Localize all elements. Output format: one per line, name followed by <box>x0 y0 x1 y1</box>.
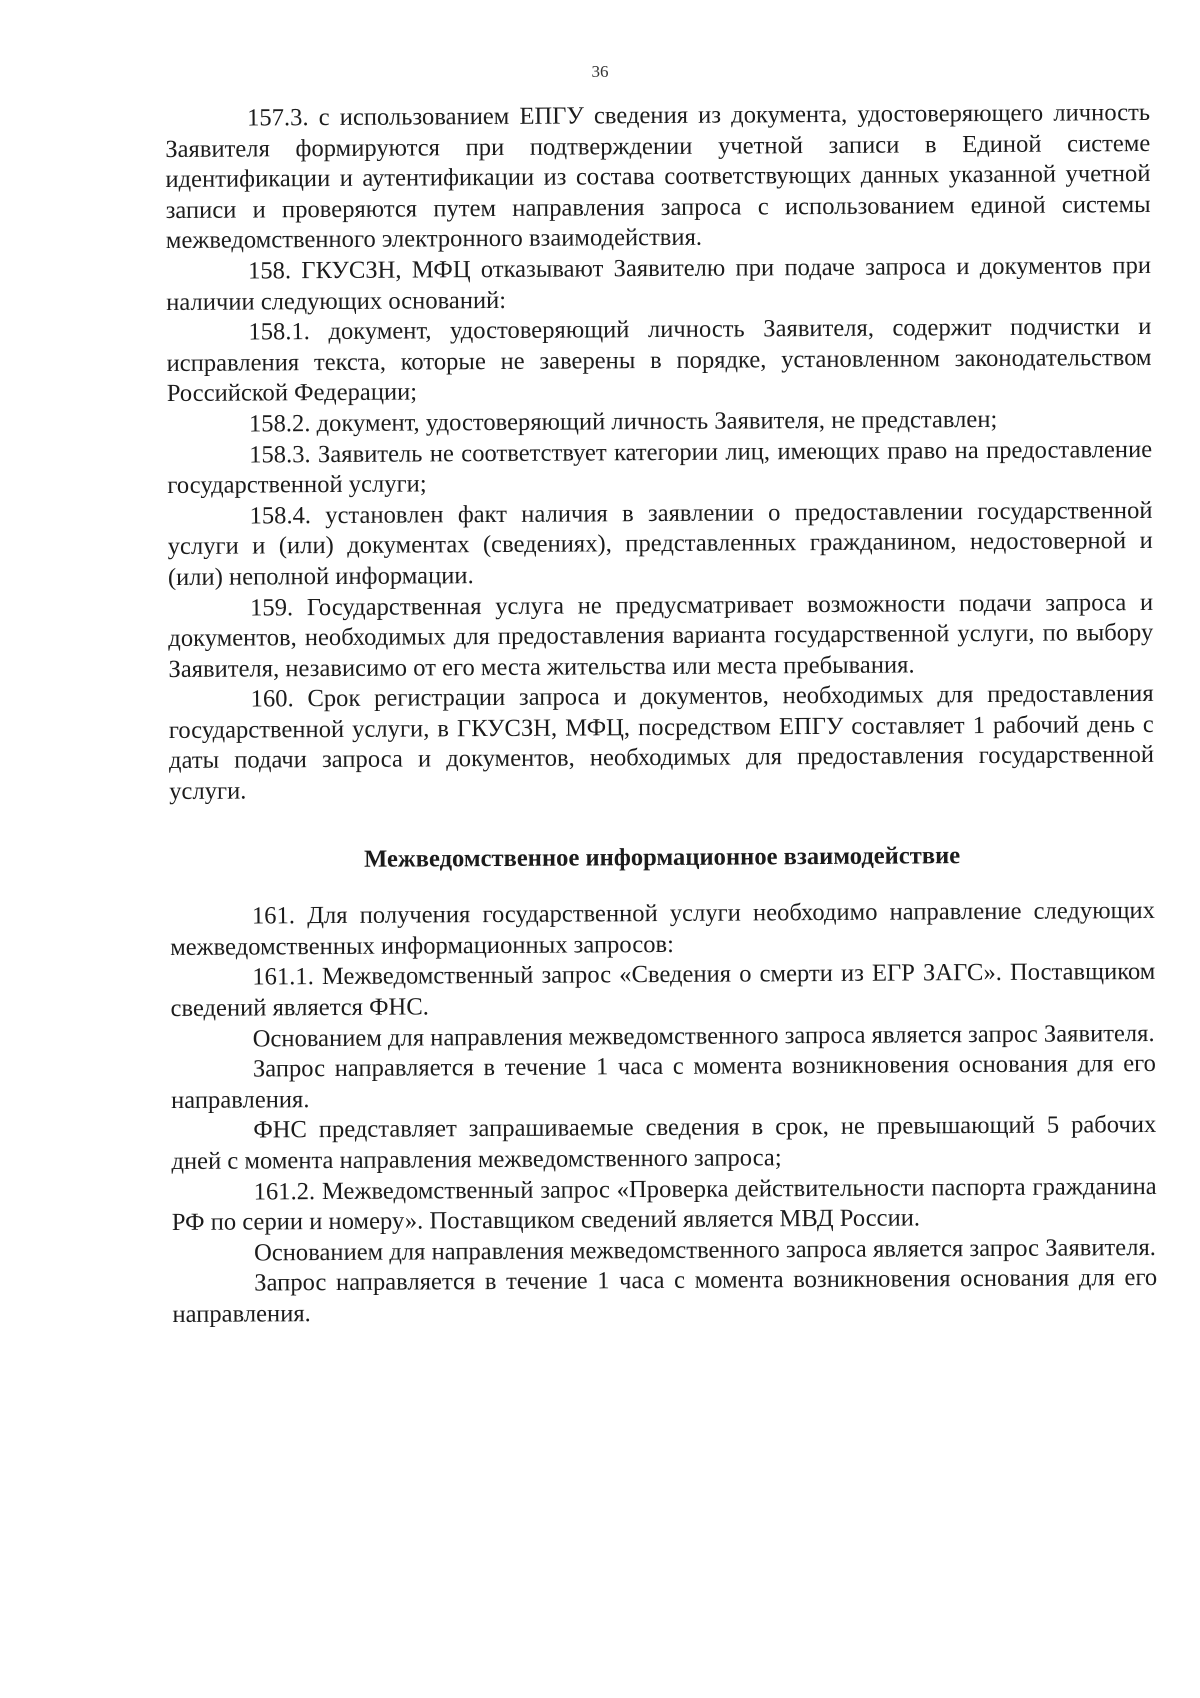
section-heading: Межведомственное информационное взаимодействие <box>363 841 961 873</box>
paragraph-159: 159. Государственная услуга не предусматривает возможности подачи запроса и документов, необходимых для предоставления варианта государственной услуги, по выбору Заявителя, независимо от его места жительства или места пребывания. <box>168 588 1154 683</box>
paragraph-fns-term: ФНС представляет запрашиваемые сведения в срок, не превышающий 5 рабочих дней с момента направления межведомственного запроса; <box>171 1111 1157 1175</box>
paragraph-160: 160. Срок регистрации запроса и документов, необходимых для предоставления государственной услуги, в ГКУСЗН, МФЦ, посредством ЕПГУ составляет 1 рабочий день с даты подачи запроса и документов, необходимых для предоставления государственной услуги. <box>168 680 1155 806</box>
document-body <box>165 98 1157 1331</box>
paragraph-161-1: 161.1. Межведомственный запрос «Сведения о смерти из ЕГР ЗАГС». Поставщиком сведений является ФНС. <box>170 958 1156 1023</box>
paragraph-161-2: 161.2. Межведомственный запрос «Проверка действительности паспорта гражданина РФ по серии и номеру». Поставщиком сведений является МВД России. <box>171 1172 1157 1237</box>
paragraph-158-1: 158.1. документ, удостоверяющий личность Заявителя, содержит подчистки и исправления текста, которые не заверены в порядке, установленном законодательством Российской Федерации; <box>166 313 1152 408</box>
paragraph-timing-1: Запрос направляется в течение 1 часа с момента возникновения основания для его направления. <box>171 1050 1156 1114</box>
page-number: 36 <box>591 62 609 81</box>
paragraph-158: 158. ГКУСЗН, МФЦ отказывают Заявителю при подаче запроса и документов при наличии следующих оснований: <box>166 251 1152 316</box>
paragraph-158-3: 158.3. Заявитель не соответствует категории лиц, имеющих право на предоставление государственной услуги; <box>167 435 1153 500</box>
paragraph-basis-1: Основанием для направления межведомственного запроса является запрос Заявителя. <box>252 1019 1155 1053</box>
paragraph-timing-2: Запрос направляется в течение 1 часа с момента возникновения основания для его направления. <box>172 1264 1158 1328</box>
paragraph-158-4: 158.4. установлен факт наличия в заявлении о предоставлении государственной услуги и (или) документах (сведениях), представленных гражданином, недостоверной и (или) неполной информации. <box>167 496 1153 591</box>
paragraph-157-3: 157.3. с использованием ЕПГУ сведения из документа, удостоверяющего личность Заявителя формируются при подтверждении учетной записи в Единой системе идентификации и аутентификации из состава соответствующих данных указанной учетной записи и проверяются путем направления запроса с использованием единой системы межведомственного электронного взаимодействия. <box>165 98 1151 255</box>
paragraph-158-2: 158.2. документ, удостоверяющий личность Заявителя, не представлен; <box>248 405 998 438</box>
paragraph-161: 161. Для получения государственной услуги необходимо направление следующих межведомственных информационных запросов: <box>170 897 1156 961</box>
paragraph-basis-2: Основанием для направления межведомственного запроса является запрос Заявителя. <box>253 1233 1156 1267</box>
